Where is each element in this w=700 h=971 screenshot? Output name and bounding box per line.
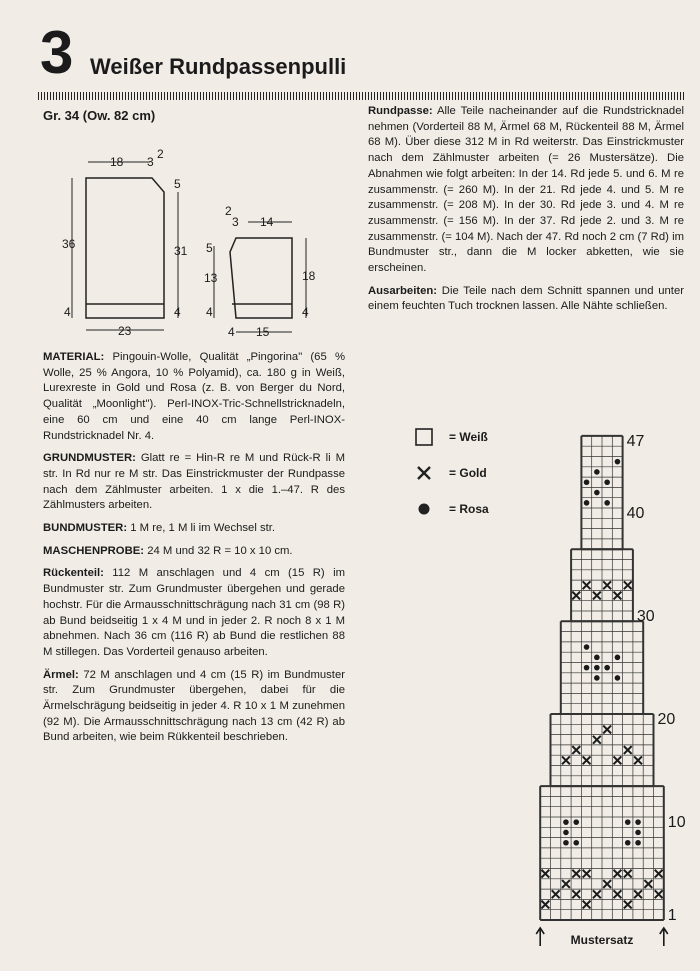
dim-body-side: 31: [174, 244, 188, 258]
chart-tier-3: [561, 621, 643, 714]
dim-body-shoulder-drop: 2: [157, 147, 164, 161]
right-arrow-icon: [660, 928, 668, 946]
rosa-dot-5: [573, 819, 579, 825]
gold-cross-21: [583, 756, 591, 764]
rosa-dot-19: [584, 500, 590, 506]
gold-cross-7: [603, 880, 611, 888]
dim-body-rib-left: 4: [64, 305, 71, 319]
row-label-20: 20: [657, 711, 676, 729]
aermel-paragraph: Ärmel: 72 M anschlagen und 4 cm (15 R) im Bundmuster str. Zum Grundmuster übergehen, dabei für die Ärmelschrägung beidseitig in jeder 4. R 10 x 1 M zunehmen (92 M). Die Armausschnittschrägung nach 13 cm (42 R) ab Bund arbeiten, wie beim Rükkenteil beschrieben.: [43, 668, 345, 744]
rosa-dot-13: [594, 665, 600, 671]
gold-cross-4: [572, 890, 580, 898]
schematic-diagram: [60, 140, 330, 340]
cross-icon: [415, 464, 433, 482]
gold-cross-8: [614, 890, 622, 898]
left-column: [43, 350, 345, 753]
rosa-dot-7: [635, 840, 641, 846]
row-label-30: 30: [636, 608, 655, 626]
rosa-dot-1: [563, 840, 569, 846]
rueckenteil-paragraph: Rückenteil: 112 M anschlagen und 4 cm (15 R) im Bundmuster str. Zum Grundmuster übergehen und gerade hochstr. Für die Armausschnittschrägung nach 31 cm (98 R) ab Bund beidseitig 1 x 4 M und in jeder 2. R noch 8 x 1 M abnehmen. Nach 36 cm (116 R) ab Bund die restlichen 88 M stillegen. Das Vorderteil genauso arbeiten.: [43, 567, 345, 658]
rosa-dot-20: [594, 490, 600, 496]
chart-tier-1: [540, 786, 664, 920]
dim-body-width: 23: [118, 324, 132, 338]
rosa-dot-15: [594, 655, 600, 661]
dim-sleeve-rib-right: 4: [302, 305, 309, 319]
rosa-dot-4: [563, 819, 569, 825]
gold-cross-22: [593, 736, 601, 744]
title-rule: [38, 92, 686, 100]
gold-cross-27: [572, 592, 580, 600]
sleeve-outline: [230, 238, 292, 318]
row-label-10: 10: [667, 814, 686, 832]
gold-cross-10: [634, 890, 642, 898]
dim-body-armhole: 5: [174, 177, 181, 191]
dim-sleeve-top: 14: [260, 215, 274, 229]
page-title: Weißer Rundpassenpulli: [90, 54, 347, 79]
gold-cross-20: [572, 746, 580, 754]
legend-item-rosa: = Rosa: [415, 500, 535, 520]
rosa-dot-6: [625, 840, 631, 846]
rundpasse-paragraph: Rundpasse: Alle Teile nacheinander auf die Rundstricknadel nehmen (Vorderteil 88 M, Ärmel 68 M, Rückenteil 88 M, Ärmel 68 M). Über diese 312 M in Rd weiterstr. Das Einstrickmuster nach dem Zählmuster arbeiten (= 26 Mustersätze). Die Abnahmen wie folgt arbeiten: In der 14. Rd jede 5. und 6. M re zusammenstr. (= 260 M). In der 21. Rd jede 4. und 5. M re zusammenstr. (= 208 M). In der 30. Rd jede 3. und 4. M re zusammenstr. (= 156 M). In der 37. Rd jede 2. und 3. M re zusammenstr. (= 104 M). Nach der 47. Rd noch 2 cm (7 Rd) im Bundmuster str., dann die M locker abketten, wie sie erscheinen.: [368, 105, 684, 275]
gold-cross-5: [583, 901, 591, 909]
gold-cross-13: [541, 870, 549, 878]
gold-cross-2: [552, 890, 560, 898]
material-paragraph: MATERIAL: Pingouin-Wolle, Qualität „Pingorina" (65 % Wolle, 25 % Angora, 10 % Polyamid), ca. 180 g in Weiß, Lurexreste in Gold und Rosa (z. B. von Berger du Nord, Qualität „Moonlight"). Perl-INOX-Tric-Schnellstricknadeln, eine 60 cm und eine 40 cm lange Perl-INOX-Rundstricknadel Nr. 4.: [43, 351, 345, 442]
dim-sleeve-rib: 4: [206, 305, 213, 319]
gold-cross-14: [572, 870, 580, 878]
rosa-dot-17: [615, 655, 621, 661]
dim-sleeve-width: 15: [256, 325, 270, 339]
rosa-dot-2: [573, 840, 579, 846]
gold-cross-6: [593, 890, 601, 898]
gold-cross-19: [562, 756, 570, 764]
dim-body-height: 36: [62, 237, 76, 251]
chart-tier-2: [551, 714, 654, 786]
rosa-dot-9: [625, 819, 631, 825]
ausarbeiten-paragraph: Ausarbeiten: Die Teile nach dem Schnitt spannen und unter einem feuchten Tuch trocknen lassen. Alle Nähte schließen.: [368, 284, 684, 313]
dim-sleeve-top-a: 3: [232, 215, 239, 229]
gold-cross-30: [603, 581, 611, 589]
rosa-dot-16: [584, 644, 590, 650]
chart-caption: Mustersatz: [570, 933, 634, 947]
pattern-number: 3: [40, 19, 72, 86]
rosa-dot-23: [604, 500, 610, 506]
gold-cross-3: [562, 880, 570, 888]
dim-sleeve-mid: 13: [204, 271, 218, 285]
empty-square-icon: [415, 428, 433, 446]
rosa-dot-22: [594, 469, 600, 475]
row-label-40: 40: [626, 505, 645, 523]
rosa-dot-21: [584, 479, 590, 485]
gold-cross-24: [614, 756, 622, 764]
knitting-chart: [520, 415, 700, 955]
body-outline: [86, 178, 164, 318]
rosa-dot-25: [615, 459, 621, 465]
chart-tier-5: [581, 436, 622, 549]
dim-sleeve-rib-bottom: 4: [228, 325, 235, 339]
legend-item-weiss: = Weiß: [415, 428, 535, 448]
rosa-dot-3: [563, 830, 569, 836]
dim-body-rib-right: 4: [174, 305, 181, 319]
bundmuster-paragraph: BUNDMUSTER: 1 M re, 1 M li im Wechsel str.: [43, 522, 276, 535]
row-label-1: 1: [667, 906, 677, 924]
maschenprobe-paragraph: MASCHENPROBE: 24 M und 32 R = 10 x 10 cm.: [43, 544, 293, 557]
grundmuster-paragraph: GRUNDMUSTER: Glatt re = Hin-R re M und Rück-R li M str. In Rd nur re M str. Das Einstrickmuster der Rundpasse nach dem Zählmuster arbeiten. 1 x die 1.–47. R des Zählmusters arbeiten.: [43, 452, 345, 512]
rosa-dot-12: [584, 665, 590, 671]
dim-body-shoulder: 3: [147, 155, 154, 169]
rosa-dot-14: [604, 665, 610, 671]
gold-cross-12: [655, 890, 663, 898]
gold-cross-26: [634, 756, 642, 764]
rosa-dot-11: [594, 675, 600, 681]
gold-cross-23: [603, 726, 611, 734]
rosa-dot-8: [635, 830, 641, 836]
dim-sleeve-cap: 5: [206, 241, 213, 255]
gold-cross-31: [614, 592, 622, 600]
gold-cross-11: [644, 880, 652, 888]
gold-cross-32: [624, 581, 632, 589]
gold-cross-15: [583, 870, 591, 878]
gold-cross-29: [593, 592, 601, 600]
gold-cross-25: [624, 746, 632, 754]
gold-cross-18: [655, 870, 663, 878]
gold-cross-17: [624, 870, 632, 878]
rosa-dot-24: [604, 479, 610, 485]
gold-cross-28: [583, 581, 591, 589]
rosa-dot-18: [615, 675, 621, 681]
gold-cross-1: [541, 901, 549, 909]
legend-item-gold: = Gold: [415, 464, 535, 484]
dim-sleeve-top-small: 2: [225, 204, 232, 218]
rosa-dot-10: [635, 819, 641, 825]
gold-cross-16: [614, 870, 622, 878]
chart-tier-4: [571, 549, 633, 621]
row-label-47: 47: [626, 433, 645, 451]
dot-icon: [415, 500, 433, 518]
gold-cross-9: [624, 901, 632, 909]
dim-sleeve-length: 18: [302, 269, 316, 283]
dim-body-top: 18: [110, 155, 124, 169]
size-label: Gr. 34 (Ow. 82 cm): [43, 108, 156, 123]
right-column: [368, 104, 684, 322]
left-arrow-icon: [536, 928, 544, 946]
